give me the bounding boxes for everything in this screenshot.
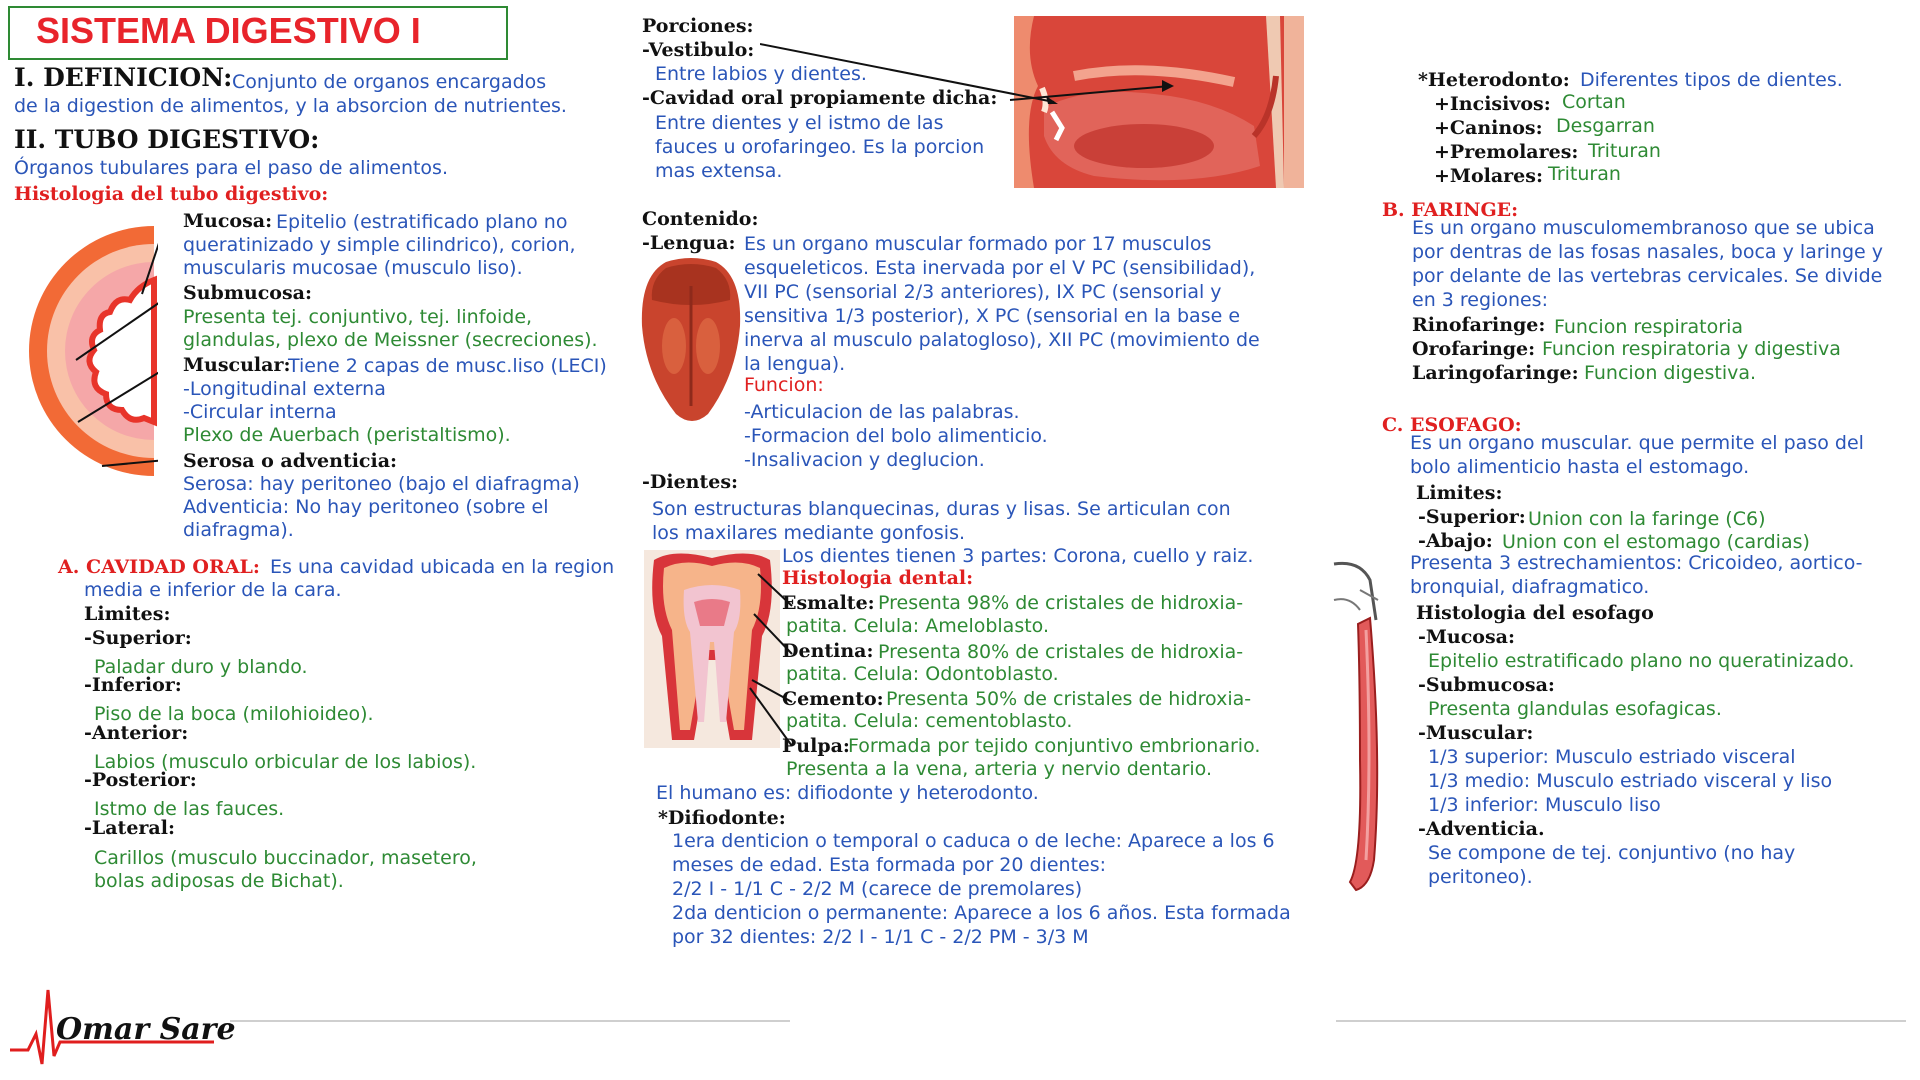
cavidad-text-1: Es una cavidad ubicada en la region <box>270 556 615 578</box>
esofago-muscular-label: -Muscular: <box>1418 722 1534 744</box>
limite-anterior-text: Labios (musculo orbicular de los labios). <box>94 751 477 773</box>
esofago-adventicia-1: Se compone de tej. conjuntivo (no hay <box>1428 842 1796 864</box>
lengua-text-2: esqueleticos. Esta inervada por el V PC (sensibilidad), <box>744 257 1256 279</box>
funcion-text-2: -Formacion del bolo alimenticio. <box>744 425 1048 447</box>
lengua-text-5: inerva al musculo palatogloso), XII PC (movimiento de <box>744 329 1260 351</box>
rinofaringe-text: Funcion respiratoria <box>1554 316 1743 338</box>
tubo-text: Órganos tubulares para el paso de alimentos. <box>14 157 448 179</box>
esofago-submucosa-label: -Submucosa: <box>1418 674 1555 696</box>
esofago-submucosa-text: Presenta glandulas esofagicas. <box>1428 698 1722 720</box>
muscular-label: Muscular: <box>183 354 291 376</box>
caninos-label: +Caninos: <box>1434 117 1543 139</box>
limite-lateral-text-1: Carillos (musculo buccinador, masetero, <box>94 847 477 869</box>
tubo-heading: II. TUBO DIGESTIVO: <box>14 125 320 154</box>
rinofaringe-label: Rinofaringe: <box>1412 314 1546 336</box>
heterodonto-label: *Heterodonto: <box>1418 69 1570 91</box>
cemento-text-1: Presenta 50% de cristales de hidroxia- <box>886 688 1252 710</box>
histologia-dental-heading: Histologia dental: <box>782 567 974 589</box>
caninos-text: Desgarran <box>1556 115 1655 137</box>
esofago-muscular-1: 1/3 superior: Musculo estriado visceral <box>1428 746 1796 768</box>
faringe-heading: B. FARINGE: <box>1382 199 1519 221</box>
lengua-label: -Lengua: <box>642 232 736 254</box>
esofago-muscular-3: 1/3 inferior: Musculo liso <box>1428 794 1661 816</box>
lengua-text-1: Es un organo muscular formado por 17 musculos <box>744 233 1212 255</box>
esofago-histologia: Histologia del esofago <box>1416 602 1654 624</box>
vestibulo-label: -Vestibulo: <box>642 39 755 61</box>
esofago-estrech-2: bronquial, diafragmatico. <box>1410 576 1650 598</box>
difiodonte-text-1: 1era denticion o temporal o caduca o de leche: Aparece a los 6 <box>672 830 1275 852</box>
esofago-text-1: Es un organo muscular. que permite el paso del <box>1410 432 1864 454</box>
molares-label: +Molares: <box>1434 165 1543 187</box>
mucosa-label: Mucosa: <box>183 210 273 232</box>
limite-anterior-label: -Anterior: <box>84 722 189 744</box>
esofago-text-2: bolo alimenticio hasta el estomago. <box>1410 456 1750 478</box>
submucosa-text-1: Presenta tej. conjuntivo, tej. linfoide, <box>183 306 533 328</box>
cemento-text-2: patita. Celula: cementoblasto. <box>786 710 1073 732</box>
serosa-text-1: Serosa: hay peritoneo (bajo el diafragma) <box>183 473 580 495</box>
funcion-label: Funcion: <box>744 374 824 396</box>
esofago-muscular-2: 1/3 medio: Musculo estriado visceral y liso <box>1428 770 1833 792</box>
esofago-estrech-1: Presenta 3 estrechamientos: Cricoideo, aortico- <box>1410 552 1863 574</box>
limite-posterior-text: Istmo de las fauces. <box>94 798 285 820</box>
cavidad-propia-text-3: mas extensa. <box>655 160 783 182</box>
dientes-text-1: Son estructuras blanquecinas, duras y lisas. Se articulan con <box>652 498 1231 520</box>
difiodonte-text-3: 2/2 I - 1/1 C - 2/2 M (carece de premolares) <box>672 878 1083 900</box>
histologia-tubo-heading: Histologia del tubo digestivo: <box>14 183 329 205</box>
porciones-arrows <box>760 38 1180 108</box>
cavidad-propia-text-2: fauces u orofaringeo. Es la porcion <box>655 136 985 158</box>
tubo-layers-diagram <box>18 222 158 480</box>
esofago-mucosa-text: Epitelio estratificado plano no queratinizado. <box>1428 650 1855 672</box>
molares-text: Trituran <box>1548 163 1621 185</box>
cavidad-propia-text-1: Entre dientes y el istmo de las <box>655 112 944 134</box>
esofago-abajo-text: Union con el estomago (cardias) <box>1502 531 1810 553</box>
premolares-text: Trituran <box>1588 140 1661 162</box>
serosa-label: Serosa o adventicia: <box>183 450 398 472</box>
laringofaringe-label: Laringofaringe: <box>1412 362 1579 384</box>
esophagus-illustration <box>1330 560 1410 896</box>
pulpa-text-1: Formada por tejido conjuntivo embrionario. <box>848 735 1261 757</box>
funcion-text-1: -Articulacion de las palabras. <box>744 401 1020 423</box>
difiodonte-text-4: 2da denticion o permanente: Aparece a los 6 años. Esta formada <box>672 902 1291 924</box>
submucosa-label: Submucosa: <box>183 282 313 304</box>
esofago-superior-label: -Superior: <box>1418 506 1526 528</box>
pulpa-text-2: Presenta a la vena, arteria y nervio dentario. <box>786 758 1212 780</box>
difiodonte-text-5: por 32 dientes: 2/2 I - 1/1 C - 2/2 PM - 3/3 M <box>672 926 1089 948</box>
faringe-text-3: por delante de las vertebras cervicales. Se divide <box>1412 265 1883 287</box>
dentina-text-1: Presenta 80% de cristales de hidroxia- <box>878 641 1244 663</box>
premolares-label: +Premolares: <box>1434 141 1579 163</box>
pulpa-label: Pulpa: <box>782 735 850 757</box>
muscular-text-2: -Longitudinal externa <box>183 378 386 400</box>
orofaringe-text: Funcion respiratoria y digestiva <box>1542 338 1841 360</box>
signature-text: Omar Sare <box>56 1012 236 1047</box>
page-title: SISTEMA DIGESTIVO I <box>36 10 421 51</box>
incisivos-text: Cortan <box>1562 91 1626 113</box>
footer-line-left <box>230 1020 790 1022</box>
esofago-superior-text: Union con la faringe (C6) <box>1528 508 1766 530</box>
porciones-heading: Porciones: <box>642 15 754 37</box>
limite-lateral-text-2: bolas adiposas de Bichat). <box>94 870 344 892</box>
orofaringe-label: Orofaringe: <box>1412 338 1536 360</box>
vestibulo-text: Entre labios y dientes. <box>655 63 867 85</box>
incisivos-label: +Incisivos: <box>1434 93 1551 115</box>
humano-text: El humano es: difiodonte y heterodonto. <box>656 782 1039 804</box>
serosa-text-2: Adventicia: No hay peritoneo (sobre el <box>183 496 549 518</box>
dentina-text-2: patita. Celula: Odontoblasto. <box>786 663 1059 685</box>
muscular-text-1: Tiene 2 capas de musc.liso (LECI) <box>288 355 607 377</box>
laringofaringe-text: Funcion digestiva. <box>1584 362 1757 384</box>
esofago-limites: Limites: <box>1416 482 1503 504</box>
cavidad-limites: Limites: <box>84 603 171 625</box>
faringe-text-1: Es un organo musculomembranoso que se ubica <box>1412 217 1875 239</box>
limite-lateral-label: -Lateral: <box>84 817 175 839</box>
footer-line-right <box>1336 1020 1906 1022</box>
lengua-text-6: la lengua). <box>744 353 846 375</box>
muscular-text-4: Plexo de Auerbach (peristaltismo). <box>183 424 511 446</box>
muscular-text-3: -Circular interna <box>183 401 337 423</box>
heterodonto-text: Diferentes tipos de dientes. <box>1580 69 1843 91</box>
difiodonte-text-2: meses de edad. Esta formada por 20 dientes: <box>672 854 1107 876</box>
lengua-text-3: VII PC (sensorial 2/3 anteriores), IX PC (sensorial y <box>744 281 1222 303</box>
mucosa-text-2: queratinizado y simple cilindrico), corion, <box>183 234 576 256</box>
cavidad-text-2: media e inferior de la cara. <box>84 579 342 601</box>
esofago-adventicia-label: -Adventicia. <box>1418 818 1545 840</box>
dientes-text-2: los maxilares mediante gonfosis. <box>652 522 966 544</box>
esmalte-label: Esmalte: <box>782 592 875 614</box>
cavidad-propia-label: -Cavidad oral propiamente dicha: <box>642 87 998 109</box>
faringe-text-2: por dentras de las fosas nasales, boca y laringe y <box>1412 241 1883 263</box>
esofago-mucosa-label: -Mucosa: <box>1418 626 1515 648</box>
esofago-heading: C. ESOFAGO: <box>1382 414 1522 436</box>
limite-inferior-label: -Inferior: <box>84 674 182 696</box>
limite-superior-label: -Superior: <box>84 627 192 649</box>
dientes-label: -Dientes: <box>642 471 739 493</box>
faringe-text-4: en 3 regiones: <box>1412 289 1548 311</box>
definicion-heading: I. DEFINICION: <box>14 63 233 92</box>
dentina-label: Dentina: <box>782 640 874 662</box>
limite-inferior-text: Piso de la boca (milohioideo). <box>94 703 374 725</box>
serosa-text-3: diafragma). <box>183 519 294 541</box>
mucosa-text-1: Epitelio (estratificado plano no <box>276 211 568 233</box>
definicion-text-1: Conjunto de organos encargados <box>232 71 547 93</box>
lengua-text-4: sensitiva 1/3 posterior), X PC (sensorial en la base e <box>744 305 1241 327</box>
limite-superior-text: Paladar duro y blando. <box>94 656 308 678</box>
dientes-text-3: Los dientes tienen 3 partes: Corona, cuello y raiz. <box>782 545 1254 567</box>
esofago-abajo-label: -Abajo: <box>1418 530 1493 552</box>
submucosa-text-2: glandulas, plexo de Meissner (secreciones). <box>183 329 598 351</box>
mucosa-text-3: muscularis mucosae (musculo liso). <box>183 257 523 279</box>
esmalte-text-2: patita. Celula: Ameloblasto. <box>786 615 1050 637</box>
tongue-illustration <box>636 256 746 424</box>
cavidad-heading: A. CAVIDAD ORAL: <box>58 556 260 578</box>
cemento-label: Cemento: <box>782 688 884 710</box>
esofago-adventicia-2: peritoneo). <box>1428 866 1533 888</box>
difiodonte-label: *Difiodonte: <box>658 807 786 829</box>
definicion-text-2: de la digestion de alimentos, y la absorcion de nutrientes. <box>14 95 567 117</box>
funcion-text-3: -Insalivacion y deglucion. <box>744 449 985 471</box>
esmalte-text-1: Presenta 98% de cristales de hidroxia- <box>878 592 1244 614</box>
limite-posterior-label: -Posterior: <box>84 769 197 791</box>
contenido-heading: Contenido: <box>642 208 759 230</box>
